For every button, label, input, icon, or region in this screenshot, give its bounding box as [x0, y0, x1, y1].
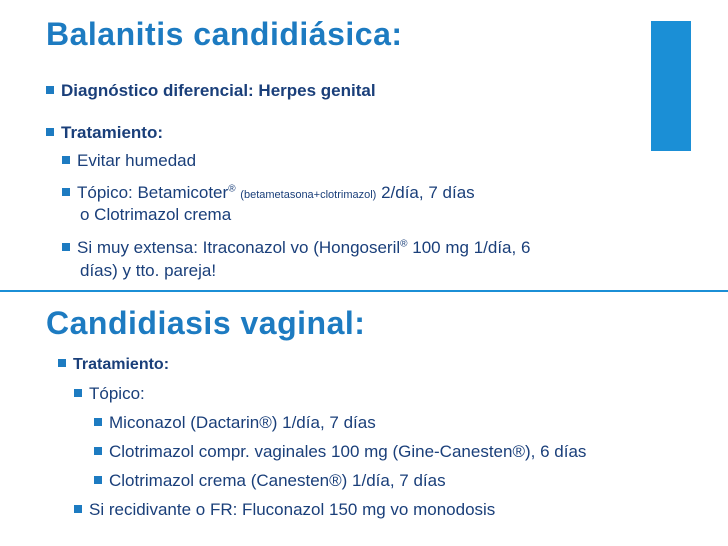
topico1-small: (betametasona+clotrimazol)	[240, 189, 377, 201]
miconazol-text: Miconazol (Dactarin®) 1/día, 7 días	[109, 413, 376, 432]
accent-bar	[651, 21, 691, 151]
diagnostico-text: Diagnóstico diferencial: Herpes genital	[61, 81, 376, 100]
square-bullet-icon	[62, 156, 70, 164]
topico2-label: Tópico:	[89, 384, 145, 403]
diagnostico-item	[46, 81, 376, 101]
section2-title: Candidiasis vaginal:	[46, 305, 366, 341]
topico1-item	[62, 183, 475, 203]
square-bullet-icon	[94, 447, 102, 455]
extensa-cont: días) y tto. pareja!	[80, 261, 217, 280]
square-bullet-icon	[46, 86, 54, 94]
extensa-text-a: Si muy extensa: Itraconazol vo (Hongoseril	[77, 238, 401, 257]
clotri-crema-text: Clotrimazol crema (Canesten®) 1/día, 7 días	[109, 471, 446, 490]
extensa-item	[62, 238, 530, 258]
topico1-cont: o Clotrimazol crema	[80, 205, 232, 224]
square-bullet-icon	[62, 243, 70, 251]
square-bullet-icon	[94, 418, 102, 426]
miconazol-item	[94, 413, 376, 433]
clotri-crema-item	[94, 471, 446, 491]
tratamiento1-label: Tratamiento:	[61, 123, 164, 142]
clotri-compr-item	[94, 442, 586, 462]
topico1-text-a: Tópico: Betamicoter	[77, 183, 229, 202]
tratamiento2-item	[58, 356, 169, 374]
extensa-text-b: 100 mg 1/día, 6	[412, 238, 531, 257]
section-divider	[0, 290, 728, 292]
square-bullet-icon	[62, 188, 70, 196]
recidivante-item	[74, 500, 495, 520]
square-bullet-icon	[94, 476, 102, 484]
topico2-item	[74, 384, 145, 404]
registered-mark: ®	[228, 183, 236, 195]
recidivante-text: Si recidivante o FR: Fluconazol 150 mg vo monodosis	[89, 500, 496, 519]
evitar-text: Evitar humedad	[77, 151, 197, 170]
topico1-text-b: 2/día, 7 días	[381, 183, 475, 202]
square-bullet-icon	[74, 505, 82, 513]
square-bullet-icon	[46, 128, 54, 136]
tratamiento2-label: Tratamiento:	[73, 356, 170, 373]
square-bullet-icon	[58, 359, 66, 367]
square-bullet-icon	[74, 389, 82, 397]
registered-mark: ®	[400, 238, 408, 250]
tratamiento1-item	[46, 123, 163, 143]
clotri-compr-text: Clotrimazol compr. vaginales 100 mg (Gine-Canesten®), 6 días	[109, 442, 587, 461]
evitar-item	[62, 151, 196, 171]
section1-title: Balanitis candidiásica:	[46, 16, 403, 52]
